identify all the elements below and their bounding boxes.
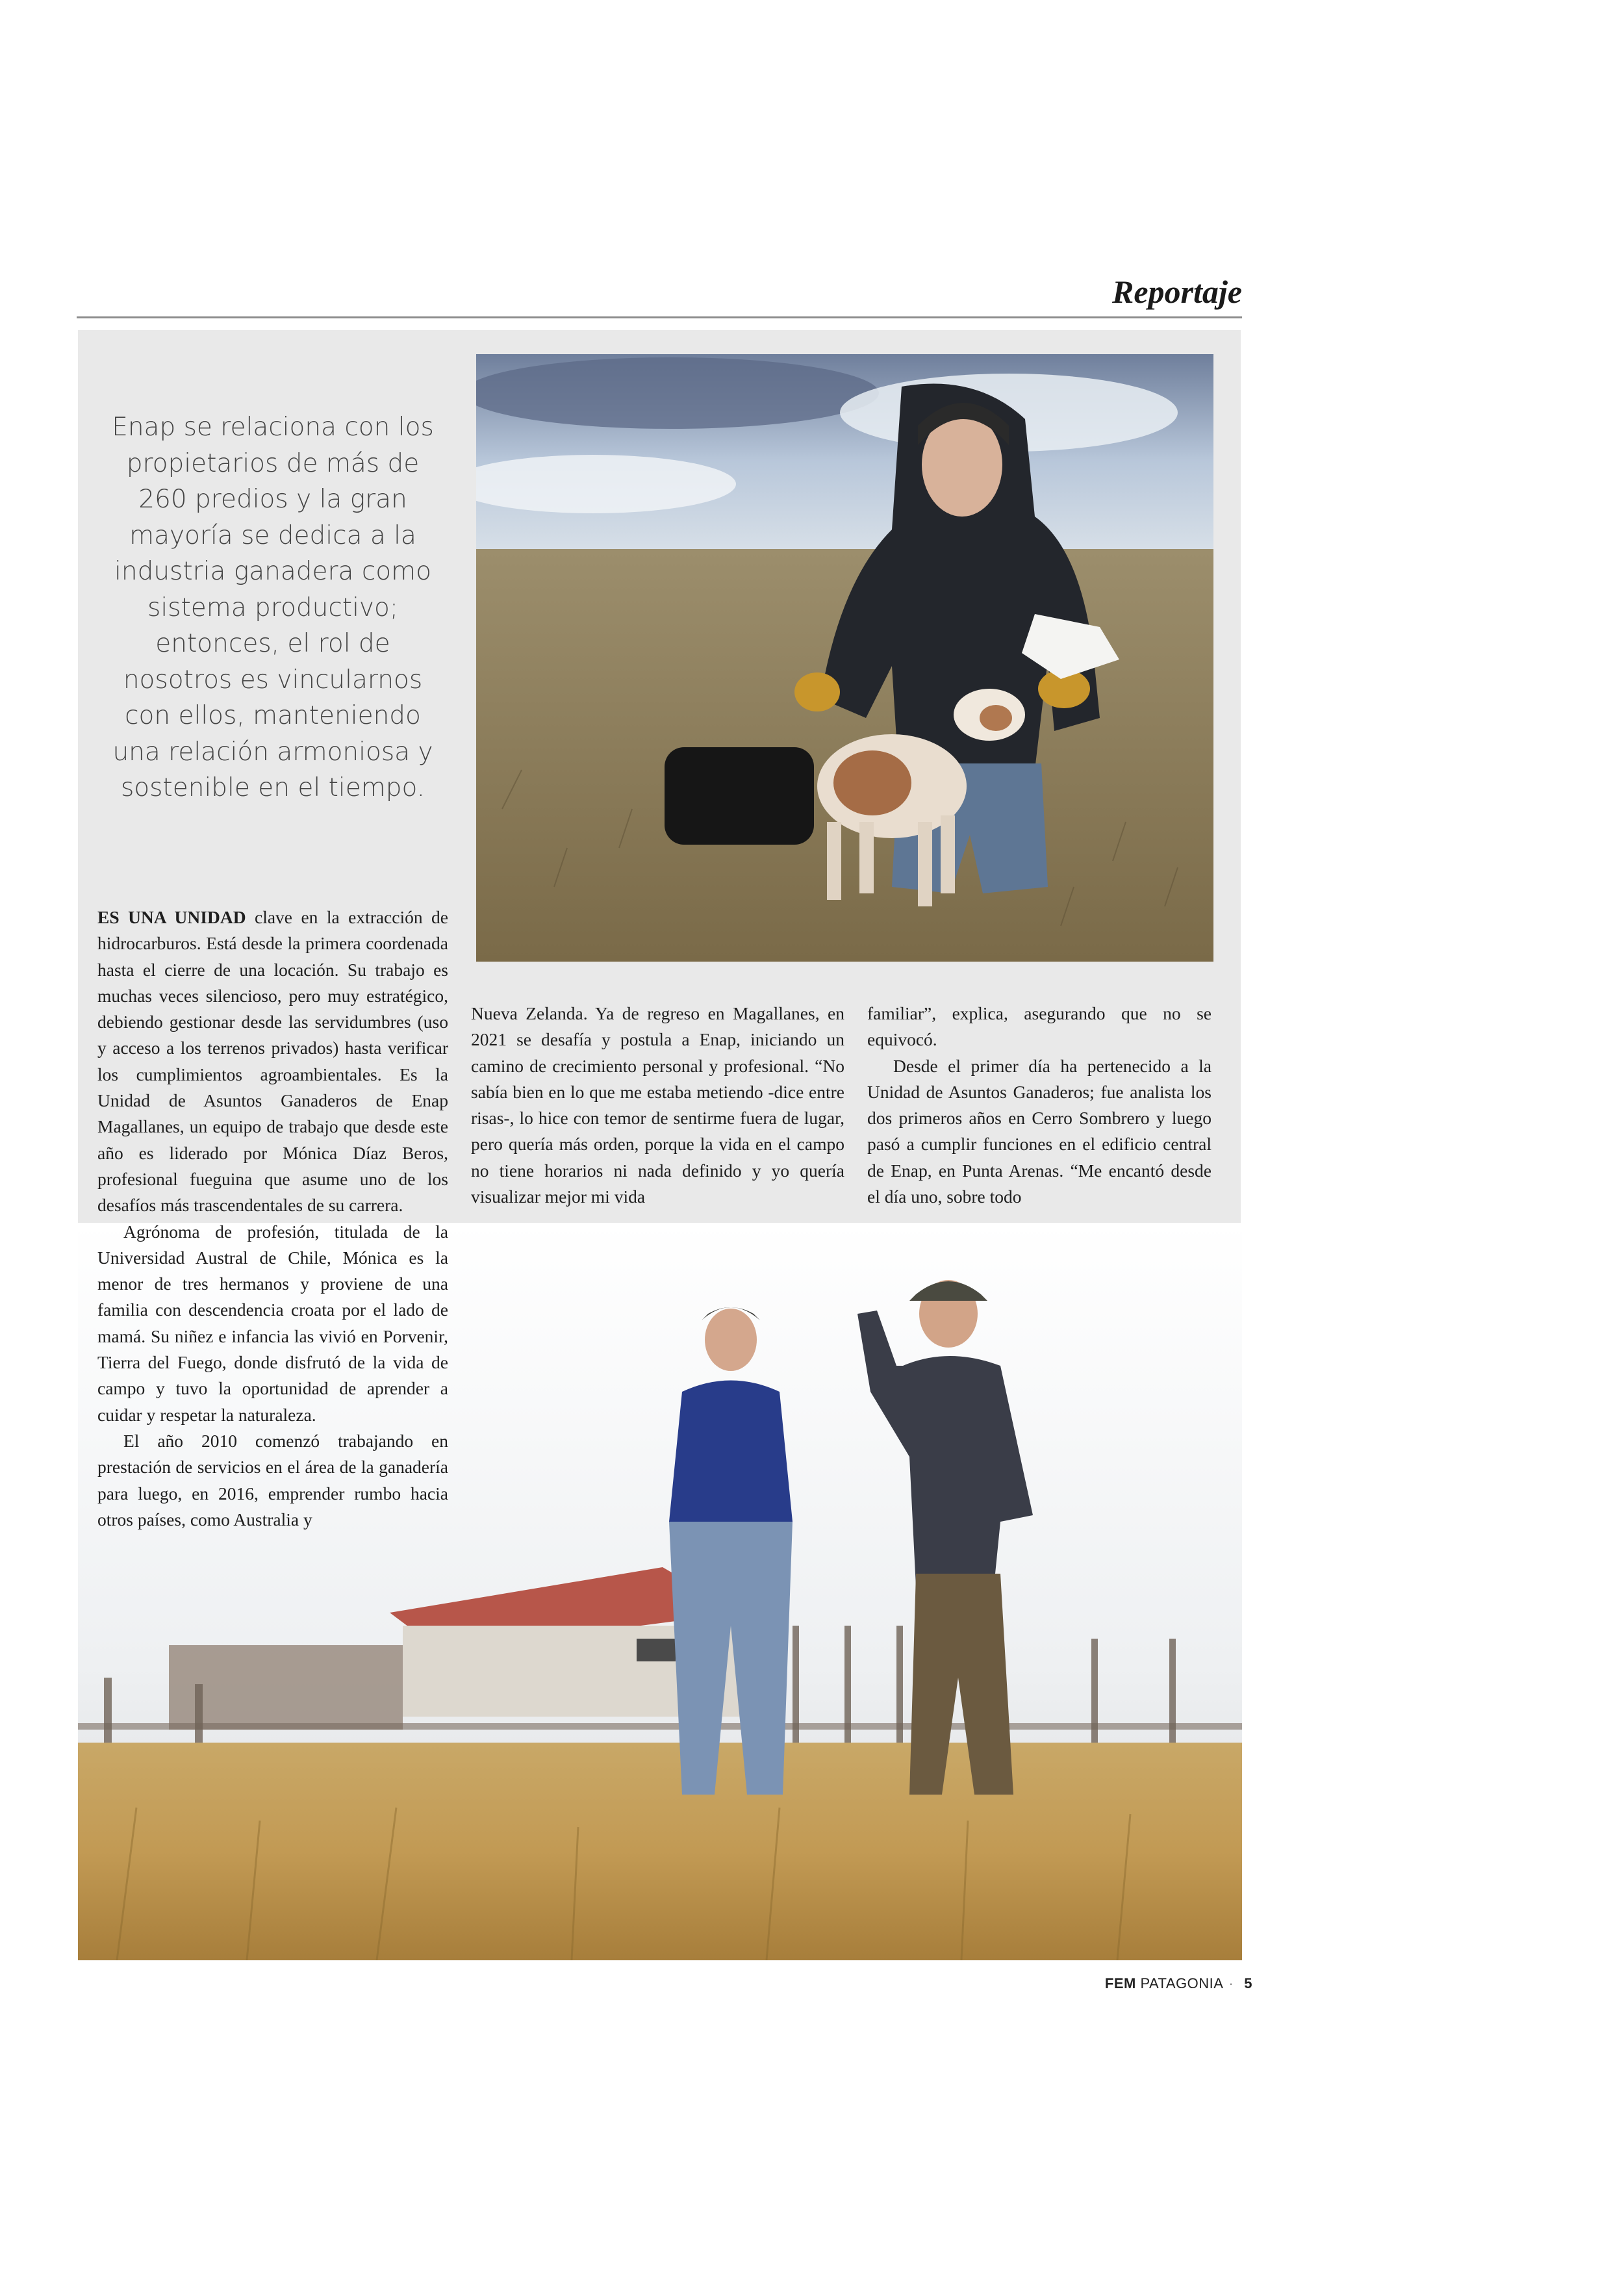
paragraph: Agrónoma de profesión, titulada de la Universidad Austral de Chile, Mónica es la menor de tres hermanos y proviene de una familia con descendencia croata por el lado de mamá. Su niñez e infancia las vivió en Porvenir, Tierra del Fuego, donde disfrutó de la vida de campo y tuvo la oportunidad de aprender a cuidar y respetar la naturaleza. <box>97 1221 448 1425</box>
photo-woman-with-lamb <box>476 354 1213 962</box>
paragraph: familiar”, explica, asegurando que no se equivocó. <box>867 1003 1212 1050</box>
footer-publication: PATAGONIA <box>1140 1975 1224 1991</box>
lead-in: ES UNA UNIDAD <box>97 907 246 927</box>
article-column-3 <box>867 1001 1212 1210</box>
footer-separator: · <box>1228 1975 1234 1991</box>
page-number: 5 <box>1244 1975 1252 1991</box>
header-rule <box>77 316 1242 318</box>
paragraph-text: clave en la extracción de hidrocarburos. Está desde la primera coordenada hasta el cierre de una locación. Su trabajo es muchas veces silencioso, pero muy estratégico, debiendo gestionar desde las servidumbres (uso y acceso a los terrenos privados) hasta verificar los cumplimientos agroambientales. Es la Unidad de Asuntos Ganaderos de Enap Magallanes, un equipo de trabajo que desde este año es liderado por Mónica Díaz Beros, profesional fueguina que asume uno de los desafíos más trascendentales de su carrera. <box>97 907 449 1216</box>
paragraph: El año 2010 comenzó trabajando en prestación de servicios en el área de la ganadería para luego, en 2016, emprender rumbo hacia otros países, como Australia y <box>97 1430 448 1529</box>
paragraph: Nueva Zelanda. Ya de regreso en Magallanes, en 2021 se desafía y postula a Enap, iniciando un camino de crecimiento personal y profesional. “No sabía bien en lo que me estaba metiendo -dice entre risas-, lo hice con temor de sentirme fuera de lugar, pero quería más orden, porque la vida en el campo no tiene horarios ni nada definido y yo quería visualizar mejor mi vida <box>471 1003 844 1207</box>
article-column-2 <box>471 1001 844 1210</box>
pull-quote: Enap se relaciona con los propietarios de más de 260 predios y la gran mayoría se dedica a la industria ganadera como sistema productivo; entonces, el rol de nosotros es vincularnos con ellos, manteniendo una relación armoniosa y sostenible en el tiempo. <box>112 413 434 802</box>
footer-brand: FEM <box>1104 1975 1136 1991</box>
paragraph: Desde el primer día ha pertenecido a la Unidad de Asuntos Ganaderos; fue analista los dos primeros años en Cerro Sombrero y luego pasó a cumplir funciones en el edificio central de Enap, en Punta Arenas. “Me encantó desde el día uno, sobre todo <box>867 1055 1212 1207</box>
page-footer <box>1105 1975 1252 1992</box>
paragraph <box>97 904 448 1219</box>
article-column-1 <box>97 904 448 1533</box>
section-label: Reportaje <box>1112 274 1242 310</box>
